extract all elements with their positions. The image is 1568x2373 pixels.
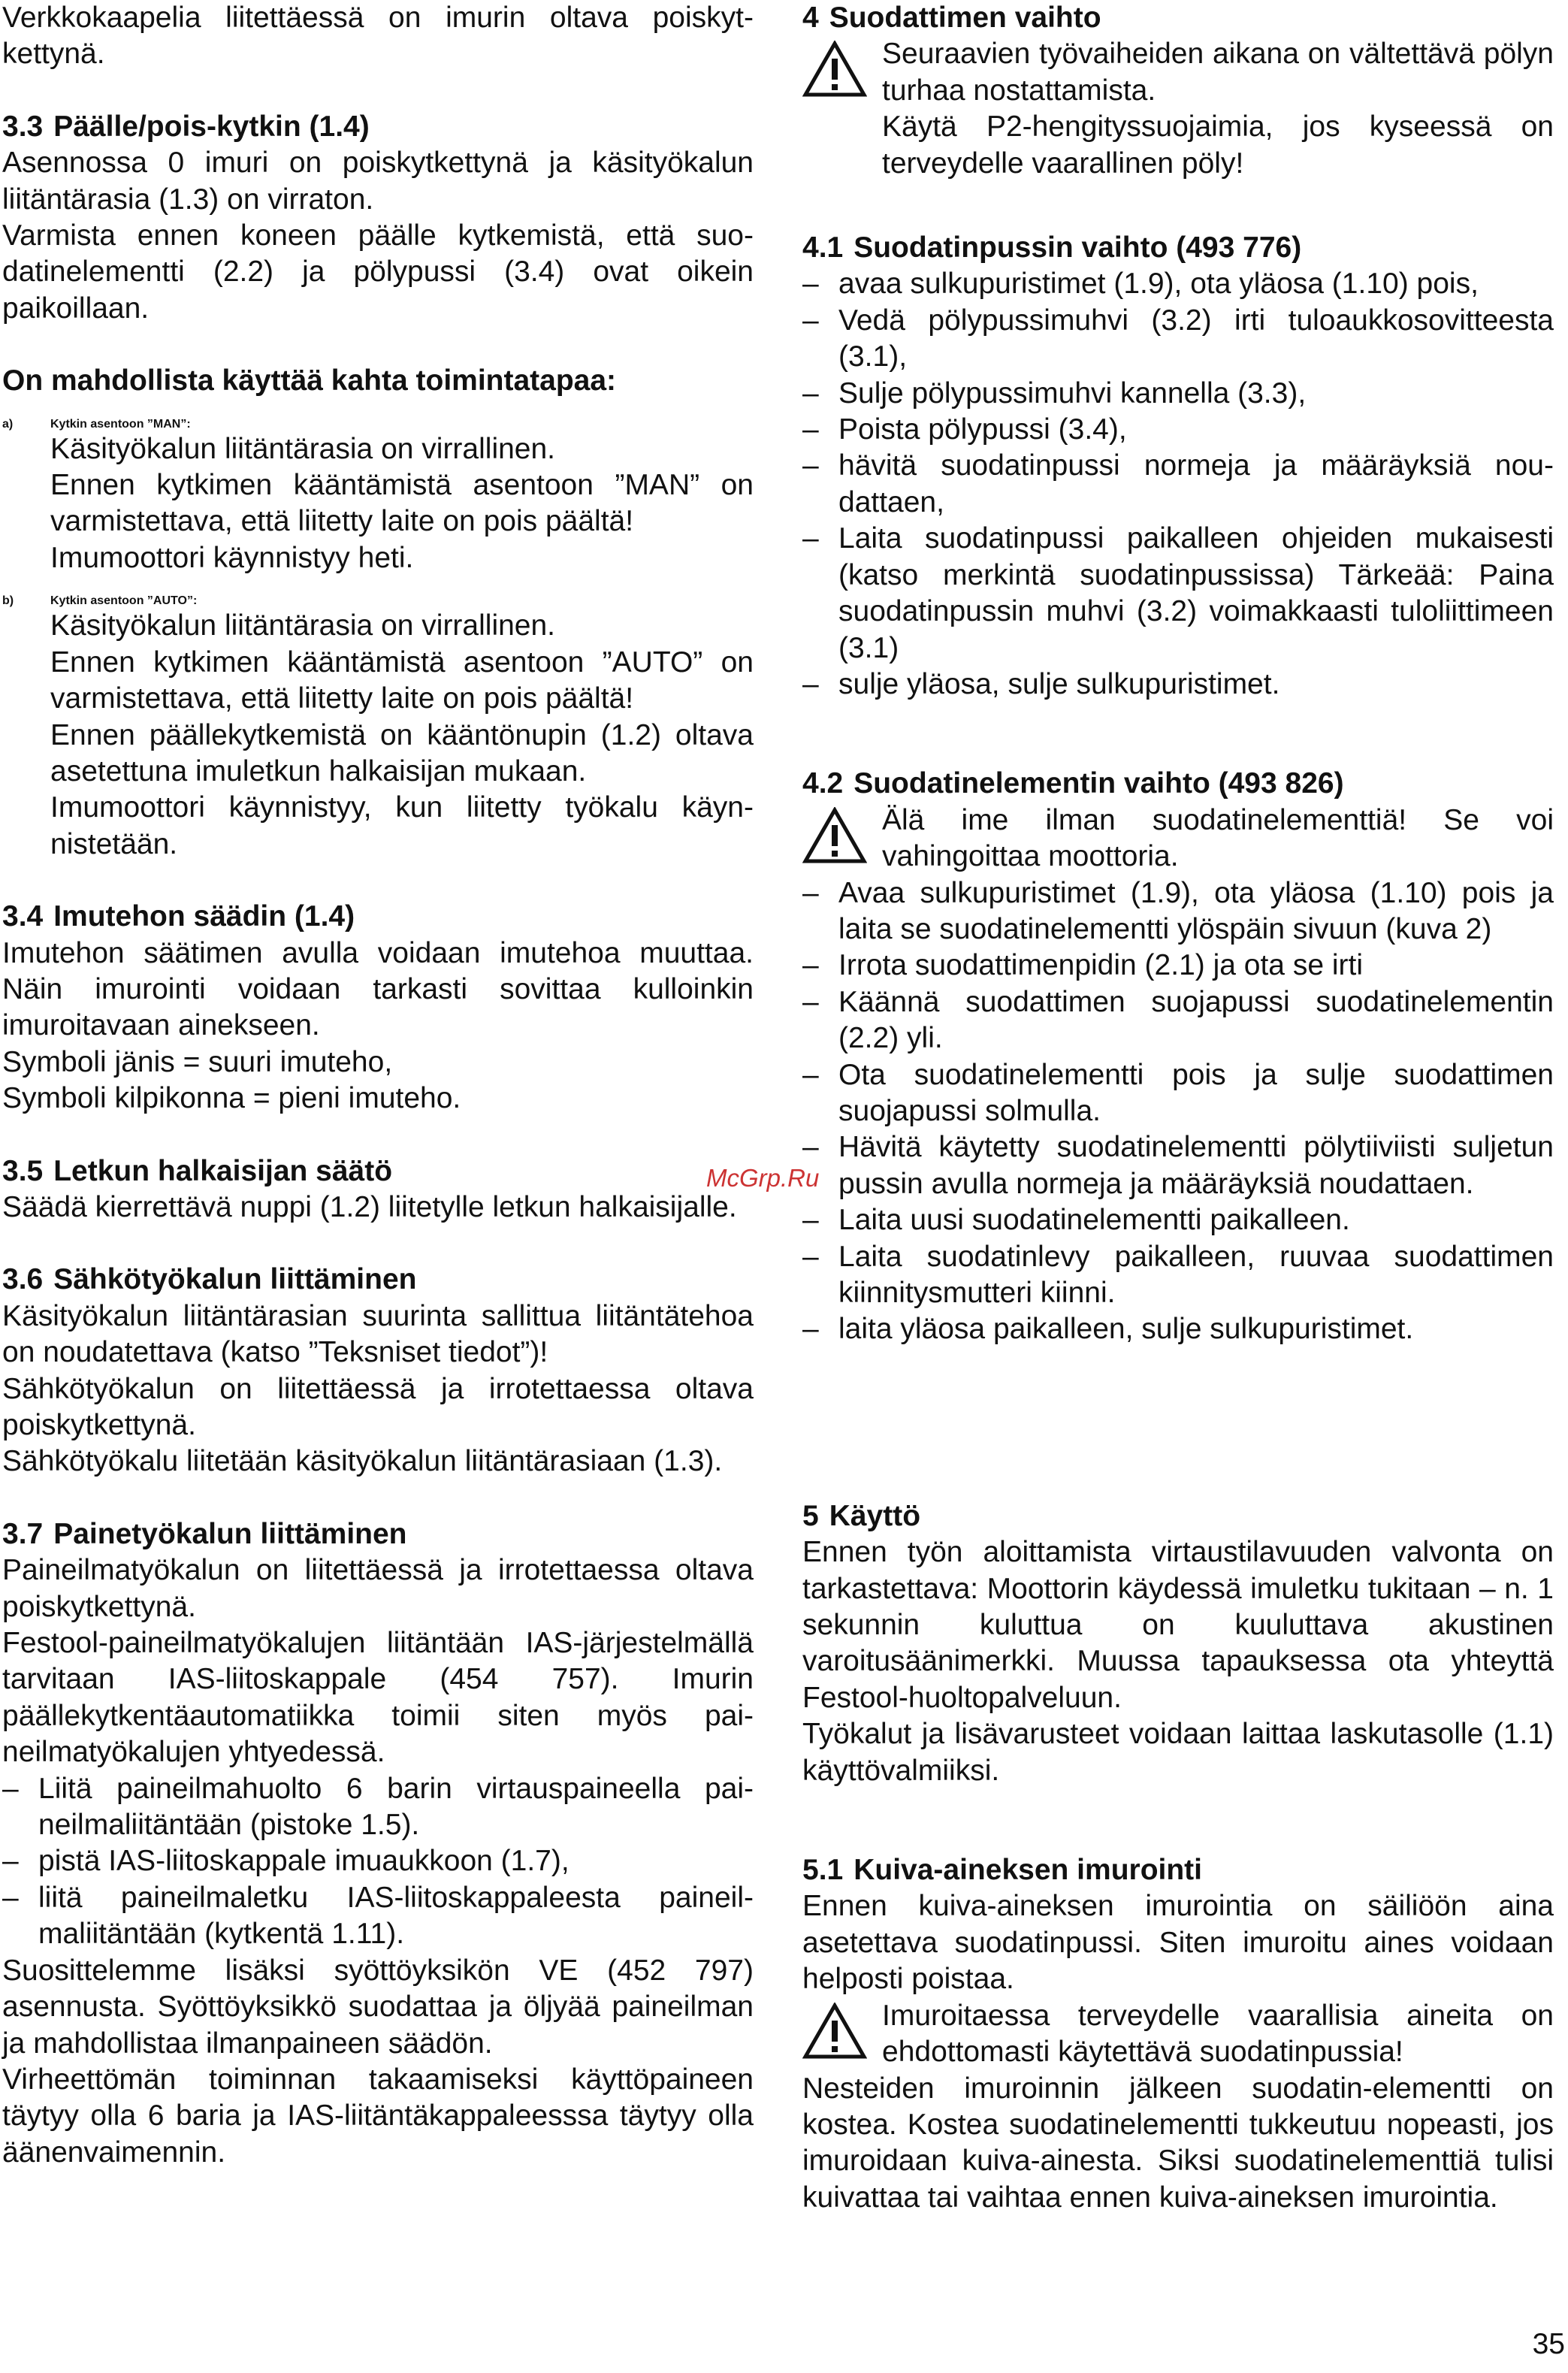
section-3-6-text-3: Sähkötyökalu liitetään käsityökalun liitäntärasiaan (1.3).	[2, 1445, 723, 1478]
section-3-7-text-2: Festool-paineilmatyökalujen liitäntään IAS-järjestelmällä tarvitaan IAS-liitoskappale (454 757). Imurin päällekytkentäautomatiikka toimii siten myös paineilmatyökalujen yhtyedessä.	[2, 1627, 754, 1769]
mode-a	[2, 418, 754, 577]
mode-a-label: a)	[2, 417, 14, 431]
mode-b-label: b)	[2, 594, 14, 608]
modes-heading: On mahdollista käyttää kahta toimintatapaa:	[2, 364, 617, 398]
left-column	[2, 0, 754, 2171]
section-3-6-heading: 3.6 Sähkötyökalun liittäminen	[2, 1263, 417, 1296]
mode-b-text-2: Ennen kytkimen kääntämistä asentoon ”AUTO” on varmistettava, että liitetty laite on pois päältä!	[50, 645, 754, 715]
section-4-2-warning-text: Älä ime ilman suodatinelementtiä! Se voi vahingoittaa moottoria.	[882, 803, 1554, 873]
section-4-warning-text-2: Käytä P2-hengityssuojaimia, jos kyseessä on terveydelle vaarallinen pöly!	[882, 110, 1554, 180]
list-item: – Käännä suodattimen suojapussi suodatinelementin (2.2) yli.	[802, 985, 1554, 1055]
list-item: – hävitä suodatinpussi normeja ja määräyksiä noudattaen,	[802, 449, 1554, 518]
intro-text: Verkkokaapelia liitettäessä on imurin oltava poiskytkettynä.	[2, 2, 754, 71]
list-item: – Liitä paineilmahuolto 6 barin virtauspaineella paineilmaliitäntään (pistoke 1.5).	[2, 1772, 754, 1842]
mode-b-text-3: Ennen päällekytkemistä on kääntönupin (1.2) oltava asetettuna imuletkun halkaisijan mukaan.	[50, 718, 754, 787]
list-item: – Poista pölypussi (3.4),	[802, 413, 1127, 446]
mode-a-text-1: Käsityökalun liitäntärasia on virrallinen.	[50, 432, 556, 465]
mode-b-title: Kytkin asentoon ”AUTO”:	[50, 594, 198, 608]
list-item: – pistä IAS-liitoskappale imuaukkoon (1.7),	[2, 1845, 569, 1878]
list-item: – Avaa sulkupuristimet (1.9), ota yläosa (1.10) pois ja laita se suodatinelementti ylöspäin sivuun (kuva 2)	[802, 876, 1554, 945]
watermark: McGrp.Ru	[706, 1164, 820, 1192]
page-number: 35	[1532, 2328, 1565, 2360]
list-item: – liitä paineilmaletku IAS-liitoskappaleesta paineilmaliitäntään (kytkentä 1.11).	[2, 1881, 754, 1951]
list-item: – Laita suodatinpussi paikalleen ohjeiden mukaisesti (katso merkintä suodatinpussissa) Tärkeää: Paina suodatinpussin muhvi (3.2) voimakkaasti tuloliittimeen (3.1)	[802, 522, 1554, 664]
section-3-6-text-2: Sähkötyökalun on liitettäessä ja irrotettaessa oltava poiskytkettynä.	[2, 1372, 754, 1441]
section-4-1-heading: 4.1 Suodatinpussin vaihto (493 776)	[802, 231, 1302, 265]
list-item: – Vedä pölypussimuhvi (3.2) irti tuloaukkosovitteesta (3.1),	[802, 304, 1554, 373]
section-5-1-heading: 5.1 Kuiva-aineksen imurointi	[802, 1854, 1202, 1887]
section-5-1-text-2: Nesteiden imuroinnin jälkeen suodatin-elementti on kostea. Kostea suodatinelementti tukkeutuu nopeasti, jos imuroidaan kuiva-ainesta. Siksi suodatinelementtiä tulisi kuivattaa tai vaihtaa ennen kuiva-aineksen imurointia.	[802, 2072, 1554, 2214]
section-3-7-heading: 3.7 Painetyökalun liittäminen	[2, 1517, 407, 1550]
section-3-3-text-2: Varmista ennen koneen päälle kytkemistä, että suodatinelementti (2.2) ja pölypussi (3.4) ovat oikein paikoillaan.	[2, 219, 754, 325]
section-3-5-heading: 3.5 Letkun halkaisijan säätö	[2, 1154, 393, 1187]
section-3-3-heading: 3.3 Päälle/pois-kytkin (1.4)	[2, 110, 370, 143]
section-5-1-warning-text: Imuroitaessa terveydelle vaarallisia aineita on ehdottomasti käytettävä suodatinpussia!	[882, 1999, 1554, 2069]
list-item: – Ota suodatinelementti pois ja sulje suodattimen suojapussi solmulla.	[802, 1058, 1554, 1127]
mode-b-text-4: Imumoottori käynnistyy, kun liitetty työkalu käynnistetään.	[50, 791, 754, 860]
section-5-1-text-1: Ennen kuiva-aineksen imurointia on säiliöön aina asetettava suodatinpussi. Siten imuroitu aines voidaan helposti poistaa.	[802, 1890, 1554, 1996]
list-item: – laita yläosa paikalleen, sulje sulkupuristimet.	[802, 1313, 1414, 1346]
mode-a-title: Kytkin asentoon ”MAN”:	[50, 417, 191, 431]
list-item: – Laita suodatinlevy paikalleen, ruuvaa suodattimen kiinnitysmutteri kiinni.	[802, 1240, 1554, 1309]
mode-a-text-3: Imumoottori käynnistyy heti.	[50, 541, 414, 574]
right-column	[802, 0, 1554, 2216]
list-item: – Irrota suodattimenpidin (2.1) ja ota se irti	[802, 949, 1364, 982]
warning-triangle-icon	[802, 41, 867, 98]
section-3-3-text-1: Asennossa 0 imuri on poiskytkettynä ja käsityökalun liitäntärasia (1.3) on virraton.	[2, 147, 754, 216]
list-item: – Hävitä käytetty suodatinelementti pölytiiviisti suljetun pussin avulla normeja ja määräyksiä noudattaen.	[802, 1131, 1554, 1200]
section-3-6-text-1: Käsityökalun liitäntärasian suurinta sallittua liitäntätehoa on noudatettava (katso ”Teksniset tiedot”)!	[2, 1299, 754, 1369]
section-4-2-warning	[802, 803, 1554, 875]
section-3-4-text-3: Symboli kilpikonna = pieni imuteho.	[2, 1082, 461, 1115]
list-item: – Laita uusi suodatinelementti paikalleen.	[802, 1204, 1350, 1237]
list-item: – sulje yläosa, sulje sulkupuristimet.	[802, 667, 1280, 700]
section-3-7-text-3: Suosittelemme lisäksi syöttöyksikön VE (452 797) asennusta. Syöttöyksikkö suodattaa ja öljyää paineilman ja mahdollistaa ilmanpaineen säädön.	[2, 1954, 754, 2060]
mode-b-text-1: Käsityökalun liitäntärasia on virrallinen.	[50, 609, 556, 642]
section-5-text-1: Ennen työn aloittamista virtaustilavuuden valvonta on tarkastettava: Moottorin käydessä imuletku tukitaan – n. 1 sekunnin kuluttua on kuuluttava akustinen varoitusäänimerkki. Muussa tapauksessa ota yhteyttä Festool-huoltopalveluun.	[802, 1536, 1554, 1714]
warning-triangle-icon	[802, 2003, 867, 2060]
section-3-7-text-4: Virheettömän toiminnan takaamiseksi käyttöpaineen täytyy olla 6 baria ja IAS-liitäntäkappaleesssa täytyy olla äänenvaimennin.	[2, 2063, 754, 2169]
section-5-heading: 5 Käyttö	[802, 1499, 921, 1532]
section-4-warning-text-1: Seuraavien työvaiheiden aikana on vältettävä pölyn turhaa nostattamista.	[882, 38, 1554, 107]
section-4-2-heading: 4.2 Suodatinelementin vaihto (493 826)	[802, 767, 1344, 800]
mode-a-text-2: Ennen kytkimen kääntämistä asentoon ”MAN” on varmistettava, että liitetty laite on pois päältä!	[50, 469, 754, 538]
section-3-4-text-2: Symboli jänis = suuri imuteho,	[2, 1045, 393, 1078]
warning-triangle-icon	[802, 807, 867, 864]
mode-b	[2, 594, 754, 863]
section-3-4-heading: 3.4 Imutehon säädin (1.4)	[2, 900, 355, 933]
section-5-1-warning	[802, 1998, 1554, 2071]
section-5-text-2: Työkalut ja lisävarusteet voidaan laittaa laskutasolle (1.1) käyttövalmiiksi.	[802, 1718, 1554, 1787]
list-item: – avaa sulkupuristimet (1.9), ota yläosa (1.10) pois,	[802, 268, 1479, 301]
section-3-4-text-1: Imutehon säätimen avulla voidaan imutehoa muuttaa. Näin imurointi voidaan tarkasti sovittaa kulloinkin imuroitavaan ainekseen.	[2, 936, 754, 1042]
section-3-7-text-1: Paineilmatyökalun on liitettäessä ja irrotettaessa oltava poiskytkettynä.	[2, 1554, 754, 1623]
list-item: – Sulje pölypussimuhvi kannella (3.3),	[802, 376, 1307, 410]
section-4-heading: 4 Suodattimen vaihto	[802, 2, 1101, 34]
section-4-warning	[802, 36, 1554, 182]
section-3-5-text-1: Säädä kierrettävä nuppi (1.2) liitetylle letkun halkaisijalle.	[2, 1190, 737, 1223]
